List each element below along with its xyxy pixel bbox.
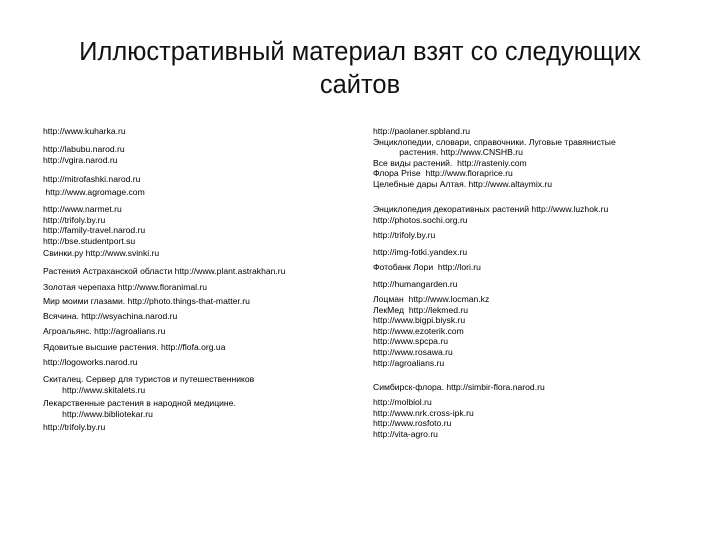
source-line: Растения Астраханской области http://www.plant.astrakhan.ru: [43, 266, 286, 276]
source-line: http://www.agromage.com: [43, 187, 145, 197]
source-line: http://agroalians.ru: [373, 357, 445, 368]
source-line: Энциклопедия декоративных растений http://www.luzhok.ru: [373, 204, 609, 214]
left-source-entry: [43, 374, 254, 395]
title-line-1: Иллюстративный материал взят со следующих: [79, 38, 641, 66]
source-line: Симбирск-флора. http://simbir-flora.narod.ru: [373, 382, 545, 392]
source-line: http://www.skitalets.ru: [43, 384, 146, 395]
left-source-entry: [43, 204, 145, 246]
left-source-entry: [43, 187, 145, 198]
source-line: растения. http://www.CNSHB.ru: [373, 147, 523, 158]
left-source-entry: [43, 144, 125, 165]
source-line: Фотобанк Лори http://lori.ru: [373, 262, 481, 272]
left-source-entry: [43, 174, 140, 185]
left-source-entry: [43, 296, 250, 307]
source-line: http://www.kuharka.ru: [43, 126, 126, 136]
left-source-entry: [43, 326, 165, 337]
source-line: http://family-travel.narod.ru: [43, 225, 146, 236]
right-source-entry: [373, 382, 545, 393]
left-source-entry: [43, 422, 105, 433]
source-line: Агроальянс. http://agroalians.ru: [43, 326, 166, 336]
source-line: ЛекМед http://lekmed.ru: [373, 304, 469, 315]
source-line: http://photos.sochi.org.ru: [373, 214, 468, 225]
source-line: Мир моими глазами. http://photo.things-that-matter.ru: [43, 296, 250, 306]
source-line: Флора Prise http://www.floraprice.ru: [373, 168, 513, 179]
left-source-entry: [43, 266, 285, 277]
left-source-entry: [43, 126, 126, 137]
source-line: Все виды растений. http://rasteniy.com: [373, 157, 527, 168]
slide-title: [40, 36, 680, 102]
source-line: Лоцман http://www.locman.kz: [373, 294, 490, 304]
title-line-2: сайтов: [319, 71, 401, 99]
source-line: http://www.rosfoto.ru: [373, 418, 452, 429]
source-line: http://www.bigpi.biysk.ru: [373, 315, 466, 326]
right-source-entry: [373, 247, 467, 258]
source-line: http://labubu.narod.ru: [43, 144, 125, 154]
right-source-entry: [373, 279, 458, 290]
left-source-entry: [43, 342, 226, 353]
source-line: Золотая черепаха http://www.floranimal.ru: [43, 282, 208, 292]
source-line: http://trifoly.by.ru: [43, 214, 106, 225]
source-line: http://molbiol.ru: [373, 397, 432, 407]
source-line: http://bse.studentport.su: [43, 235, 136, 246]
left-source-entry: [43, 398, 236, 419]
source-line: http://trifoly.by.ru: [43, 422, 106, 432]
right-source-entry: [373, 204, 608, 225]
source-line: http://www.bibliotekar.ru: [43, 408, 153, 419]
source-line: http://trifoly.by.ru: [373, 230, 436, 240]
source-line: http://vgira.narod.ru: [43, 154, 118, 165]
source-line: Свинки.ру http://www.svinki.ru: [43, 248, 160, 258]
source-line: Скиталец. Сервер для туристов и путешественников: [43, 374, 255, 384]
source-line: http://img-fotki.yandex.ru: [373, 247, 468, 257]
source-line: http://www.spcpa.ru: [373, 336, 448, 347]
source-line: Целебные дары Алтая. http://www.altaymix.ru: [373, 178, 553, 189]
source-line: http://logoworks.narod.ru: [43, 357, 138, 367]
source-line: Всячина. http://wsyachina.narod.ru: [43, 311, 178, 321]
source-line: Энциклопедии, словари, справочники. Луговые травянистые: [373, 136, 616, 147]
left-source-entry: [43, 282, 207, 293]
left-source-entry: [43, 248, 159, 259]
source-line: http://vita-agro.ru: [373, 428, 438, 439]
right-source-entry: [373, 294, 489, 368]
right-source-entry: [373, 126, 616, 190]
source-line: http://www.rosawa.ru: [373, 346, 453, 357]
source-line: http://humangarden.ru: [373, 279, 458, 289]
source-line: http://paolaner.spbland.ru: [373, 126, 470, 136]
right-source-entry: [373, 230, 435, 241]
source-line: http://www.ezoterik.com: [373, 325, 464, 336]
right-source-entry: [373, 262, 481, 273]
right-source-entry: [373, 397, 474, 439]
source-line: Лекарственные растения в народной медицине.: [43, 398, 236, 408]
source-line: Ядовитые высшие растения. http://flofa.org.ua: [43, 342, 226, 352]
left-source-entry: [43, 357, 138, 368]
source-line: http://mitrofashki.narod.ru: [43, 174, 141, 184]
source-line: http://www.nrk.cross-ipk.ru: [373, 407, 474, 418]
source-line: http://www.narmet.ru: [43, 204, 122, 214]
left-source-entry: [43, 311, 177, 322]
